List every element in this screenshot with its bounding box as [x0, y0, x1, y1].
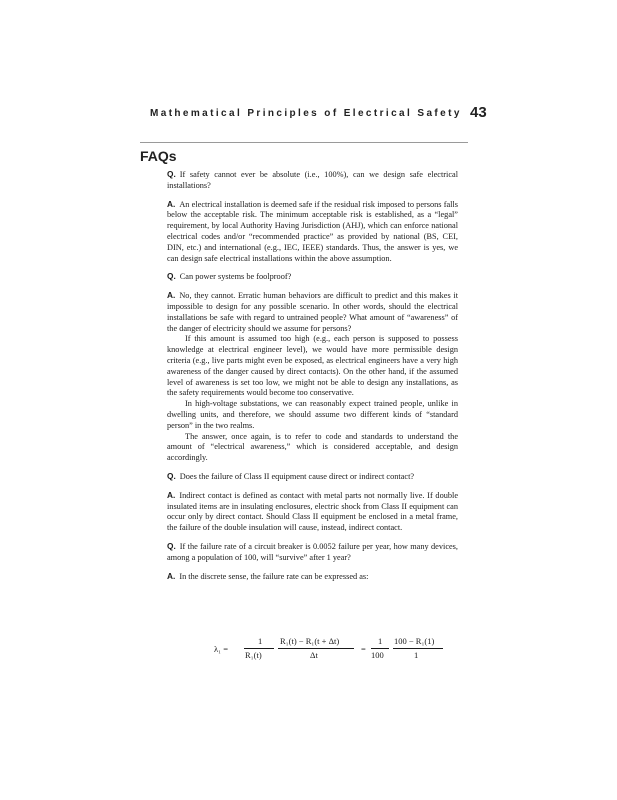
answer-label: A. [167, 489, 176, 500]
faq-question [167, 471, 458, 483]
equation-denominator: 1 [414, 650, 419, 660]
question-text: Does the failure of Class II equipment cause direct or indirect contact? [179, 471, 415, 481]
question-label: Q. [167, 470, 176, 481]
equation-equals: = [361, 644, 366, 654]
answer-label: A. [167, 198, 176, 209]
equation-denominator: Δt [310, 650, 318, 660]
equation-numerator: 1 [258, 636, 263, 646]
equation-denominator: 100 [371, 650, 384, 660]
fraction-bar [244, 648, 274, 649]
faq-list [167, 169, 458, 589]
failure-rate-equation [214, 636, 444, 666]
running-head: Mathematical Principles of Electrical Safety [150, 108, 462, 119]
equation-lhs: λ₁ = [214, 644, 229, 654]
question-text: If safety cannot ever be absolute (i.e., 100%), can we design safe electrical installations? [167, 170, 458, 190]
faq-question [167, 271, 458, 283]
faq-answer [167, 571, 458, 583]
page-number: 43 [470, 104, 487, 121]
answer-paragraph: In high-voltage substations, we can reasonably expect trained people, unlike in dwelling units, and therefore, we should assume two different kinds of “standard person” in the two realms. [167, 399, 458, 430]
section-title: FAQs [140, 148, 177, 164]
faq-question [167, 541, 458, 564]
question-label: Q. [167, 169, 176, 179]
question-text: If the failure rate of a circuit breaker is 0.0052 failure per year, how many devices, among a population of 100, will “survive” after 1 year? [167, 541, 458, 562]
equation-numerator: R₁(t) − R₁(t + Δt) [280, 636, 340, 646]
equation-numerator: 100 − R₁(1) [394, 636, 435, 646]
equation-denominator: R₁(t) [245, 650, 262, 660]
faq-answer [167, 199, 458, 265]
question-label: Q. [167, 540, 176, 551]
answer-paragraph: If this amount is assumed too high (e.g., each person is supposed to possess knowledge at electrical engineer level), we would have more permissible design criteria (e.g., live parts might even be exposed, as electrical engineers have a very high awareness of the danger caused by direct contacts). On the other hand, if the assumed level of awareness is set too low, we might not be able to design any installations, as the safety requirements would become too conservative. [167, 334, 458, 398]
answer-paragraph: An electrical installation is deemed safe if the residual risk imposed to persons falls below the acceptable risk. The minimum acceptable risk is established, as a “legal” requirement, by local Authority Having Jurisdiction (AHJ), which can enforce national electrical codes and/or “recommended practice” as provided by national (BS, CEI, DIN, etc.) and international (e.g., IEC, IEEE) standards. Thus, the answer is yes, we can design safe electrical installations within the above assumption. [167, 199, 458, 263]
equation-numerator: 1 [378, 636, 383, 646]
fraction-bar [278, 648, 354, 649]
answer-paragraph: In the discrete sense, the failure rate can be expressed as: [179, 571, 369, 581]
faq-question [167, 169, 458, 192]
fraction-bar [371, 648, 389, 649]
answer-paragraph: The answer, once again, is to refer to code and standards to understand the amount of “electrical awareness,” which is considered acceptable, and design accordingly. [167, 431, 458, 463]
faq-answer [167, 490, 458, 534]
answer-paragraph: No, they cannot. Erratic human behaviors are difficult to predict and this makes it impossible to design for any possible scenario. In other words, should the electrical installations be safe with regard to untrained people? What amount of “awareness” of the danger of electricity should we assume for persons? [167, 291, 458, 333]
fraction-bar [393, 648, 443, 649]
question-text: Can power systems be foolproof? [179, 272, 292, 282]
answer-paragraph: Indirect contact is defined as contact with metal parts not normally live. If double insulated items are in insulating enclosures, electric shock from Class II equipment can occur only by direct contact. Should Class II equipment be enclosed in a metal frame, the failure of the double insulation will cause, instead, indirect contact. [167, 490, 458, 533]
header-rule [140, 142, 468, 143]
faq-answer [167, 290, 458, 464]
answer-label: A. [167, 290, 176, 301]
question-label: Q. [167, 271, 176, 282]
answer-label: A. [167, 570, 176, 581]
